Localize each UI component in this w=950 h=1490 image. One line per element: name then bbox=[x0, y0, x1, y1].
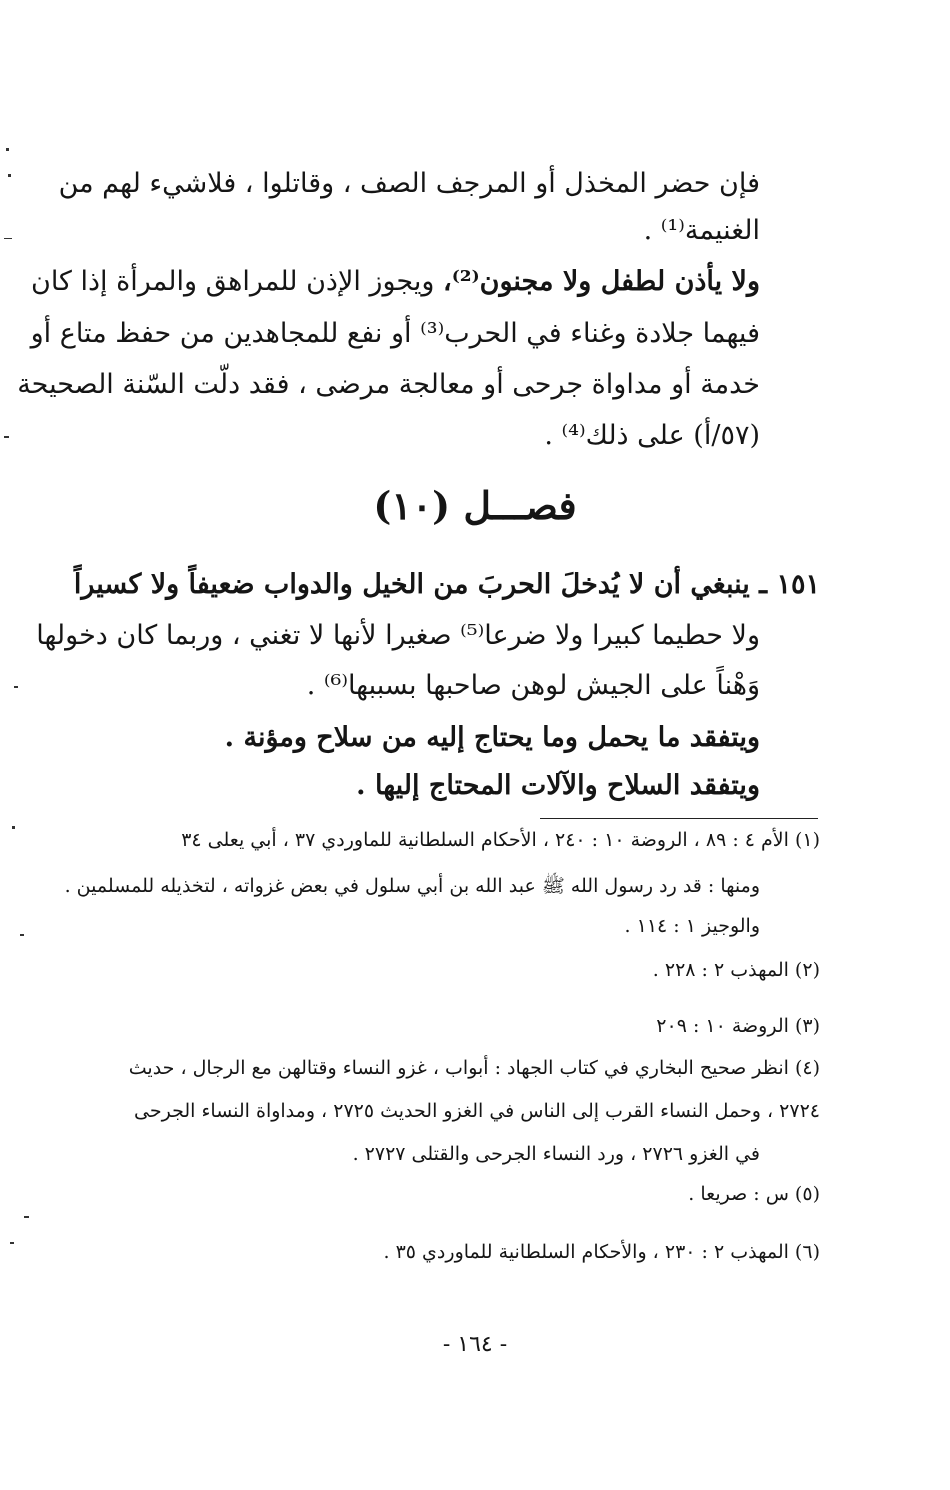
footnote-4-line-2: ٢٧٢٤ ، وحمل النساء القرب إلى الناس في الغزو الحديث ٢٧٢٥ ، ومداواة النساء الجرحى bbox=[134, 1100, 820, 1122]
footnote-separator bbox=[540, 818, 818, 819]
scan-speck bbox=[6, 148, 9, 151]
paragraph-2-line-3: خدمة أو مداواة جرحى أو معالجة مرضى ، فقد دلّت السّنة الصحيحة bbox=[17, 369, 760, 400]
paragraph-3-line-4: ويتفقد ما يحمل وما يحتاج إليه من سلاح ومؤنة . bbox=[224, 722, 760, 753]
paragraph-1-line-2: الغنيمة⁽¹⁾ . bbox=[643, 215, 760, 246]
scan-speck bbox=[8, 174, 11, 177]
paragraph-2-bold-phrase: ولا يأذن لطفل ولا مجنون⁽²⁾، bbox=[443, 266, 760, 297]
scan-speck bbox=[10, 1242, 14, 1244]
page-number: - ١٦٤ - bbox=[442, 1332, 508, 1357]
footnote-5: (٥) س : صريعا . bbox=[688, 1183, 820, 1205]
footnote-4-line-1: (٤) انظر صحيح البخاري في كتاب الجهاد : أبواب ، غزو النساء وقتالهن مع الرجال ، حديث bbox=[128, 1057, 820, 1079]
paragraph-3-line-1: ١٥١ ـ ينبغي أن لا يُدخلَ الحربَ من الخيل والدواب ضعيفاً ولا كسيراً bbox=[73, 569, 820, 600]
footnote-2: (٢) المهذب ٢ : ٢٢٨ . bbox=[652, 959, 820, 981]
scan-speck bbox=[24, 1216, 29, 1218]
section-heading: فصـــل (١٠) bbox=[373, 483, 577, 528]
scan-speck bbox=[20, 934, 24, 936]
scan-speck bbox=[14, 686, 18, 688]
footnote-6: (٦) المهذب ٢ : ٢٣٠ ، والأحكام السلطانية للماوردي ٣٥ . bbox=[383, 1241, 820, 1263]
paragraph-3-line-5: ويتفقد السلاح والآلات المحتاج إليها . bbox=[356, 770, 760, 801]
footnote-3: (٣) الروضة ١٠ : ٢٠٩ bbox=[656, 1015, 820, 1037]
paragraph-3-line-2: ولا حطيما كبيرا ولا ضرعا⁽⁵⁾ صغيرا لأنها لا تغني ، وربما كان دخولها bbox=[36, 620, 760, 651]
paragraph-2-line-4: (٥٧/أ) على ذلك⁽⁴⁾ . bbox=[544, 420, 760, 451]
footnote-1-line-1: (١) الأم ٤ : ٨٩ ، الروضة ١٠ : ٢٤٠ ، الأحكام السلطانية للماوردي ٣٧ ، أبي يعلى ٣٤ bbox=[181, 829, 820, 851]
paragraph-2-line-1 bbox=[30, 264, 760, 300]
footnote-4-line-3: في الغزو ٢٧٢٦ ، ورد النساء الجرحى والقتلى ٢٧٢٧ . bbox=[352, 1143, 760, 1165]
footnote-1-line-2: ومنها : قد رد رسول الله ﷺ عبد الله بن أبي سلول في بعض غزواته ، لتخذيله للمسلمين . bbox=[64, 875, 760, 897]
paragraph-2-line-2: فيهما جلادة وغناء في الحرب⁽³⁾ أو نفع للمجاهدين من حفظ متاع أو bbox=[30, 318, 760, 349]
paragraph-1-line-1: فإن حضر المخذل أو المرجف الصف ، وقاتلوا ، فلاشيء لهم من bbox=[58, 168, 760, 199]
scan-speck bbox=[4, 436, 9, 438]
paragraph-2-line-1-rest: ويجوز الإذن للمراهق والمرأة إذا كان bbox=[30, 266, 443, 297]
scan-speck bbox=[4, 238, 12, 239]
paragraph-3-line-3: وَهْناً على الجيش لوهن صاحبها بسببها⁽⁶⁾ . bbox=[306, 670, 760, 701]
scan-speck bbox=[12, 826, 15, 829]
footnote-1-line-3: والوجيز ١ : ١١٤ . bbox=[624, 915, 760, 937]
